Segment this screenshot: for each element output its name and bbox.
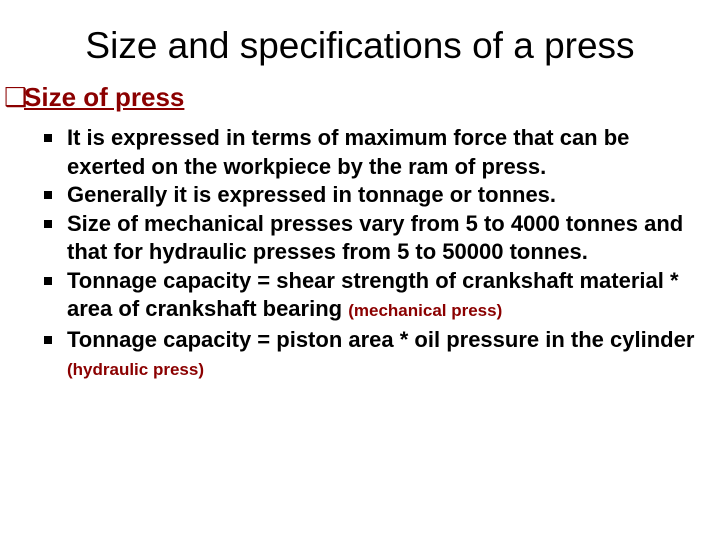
bullet-note: (mechanical press) [348,301,503,320]
bullet-text: Generally it is expressed in tonnage or tonnes. [67,182,557,207]
square-bullet-icon [44,336,52,344]
slide-title: Size and specifications of a press [85,25,635,66]
bullet-item [40,124,700,181]
square-bullet-icon [44,220,52,228]
bullet-item [40,181,700,210]
bullet-item [40,210,700,267]
section-header [4,80,184,114]
bullet-note: (hydraulic press) [67,360,204,379]
bullet-text: Size of mechanical presses vary from 5 to 4000 tonnes and that for hydraulic presses from 5 to 50000 tonnes. [67,210,684,264]
bullet-item [40,326,700,385]
bullet-text: It is expressed in terms of maximum force that can be exerted on the workpiece by the ram of press. [67,125,630,179]
section-heading: Size of press [24,82,185,112]
bullet-text: Tonnage capacity = shear strength of crankshaft material * area of crankshaft bearing [67,267,679,321]
bullet-item [40,267,700,326]
square-bullet-icon [44,277,52,285]
bullet-list [40,124,700,385]
square-bullet-icon [44,134,52,142]
bullet-text: Tonnage capacity = piston area * oil pressure in the cylinder [67,326,695,352]
checkbox-bullet-icon: ❑ [4,82,28,112]
square-bullet-icon [44,191,52,199]
